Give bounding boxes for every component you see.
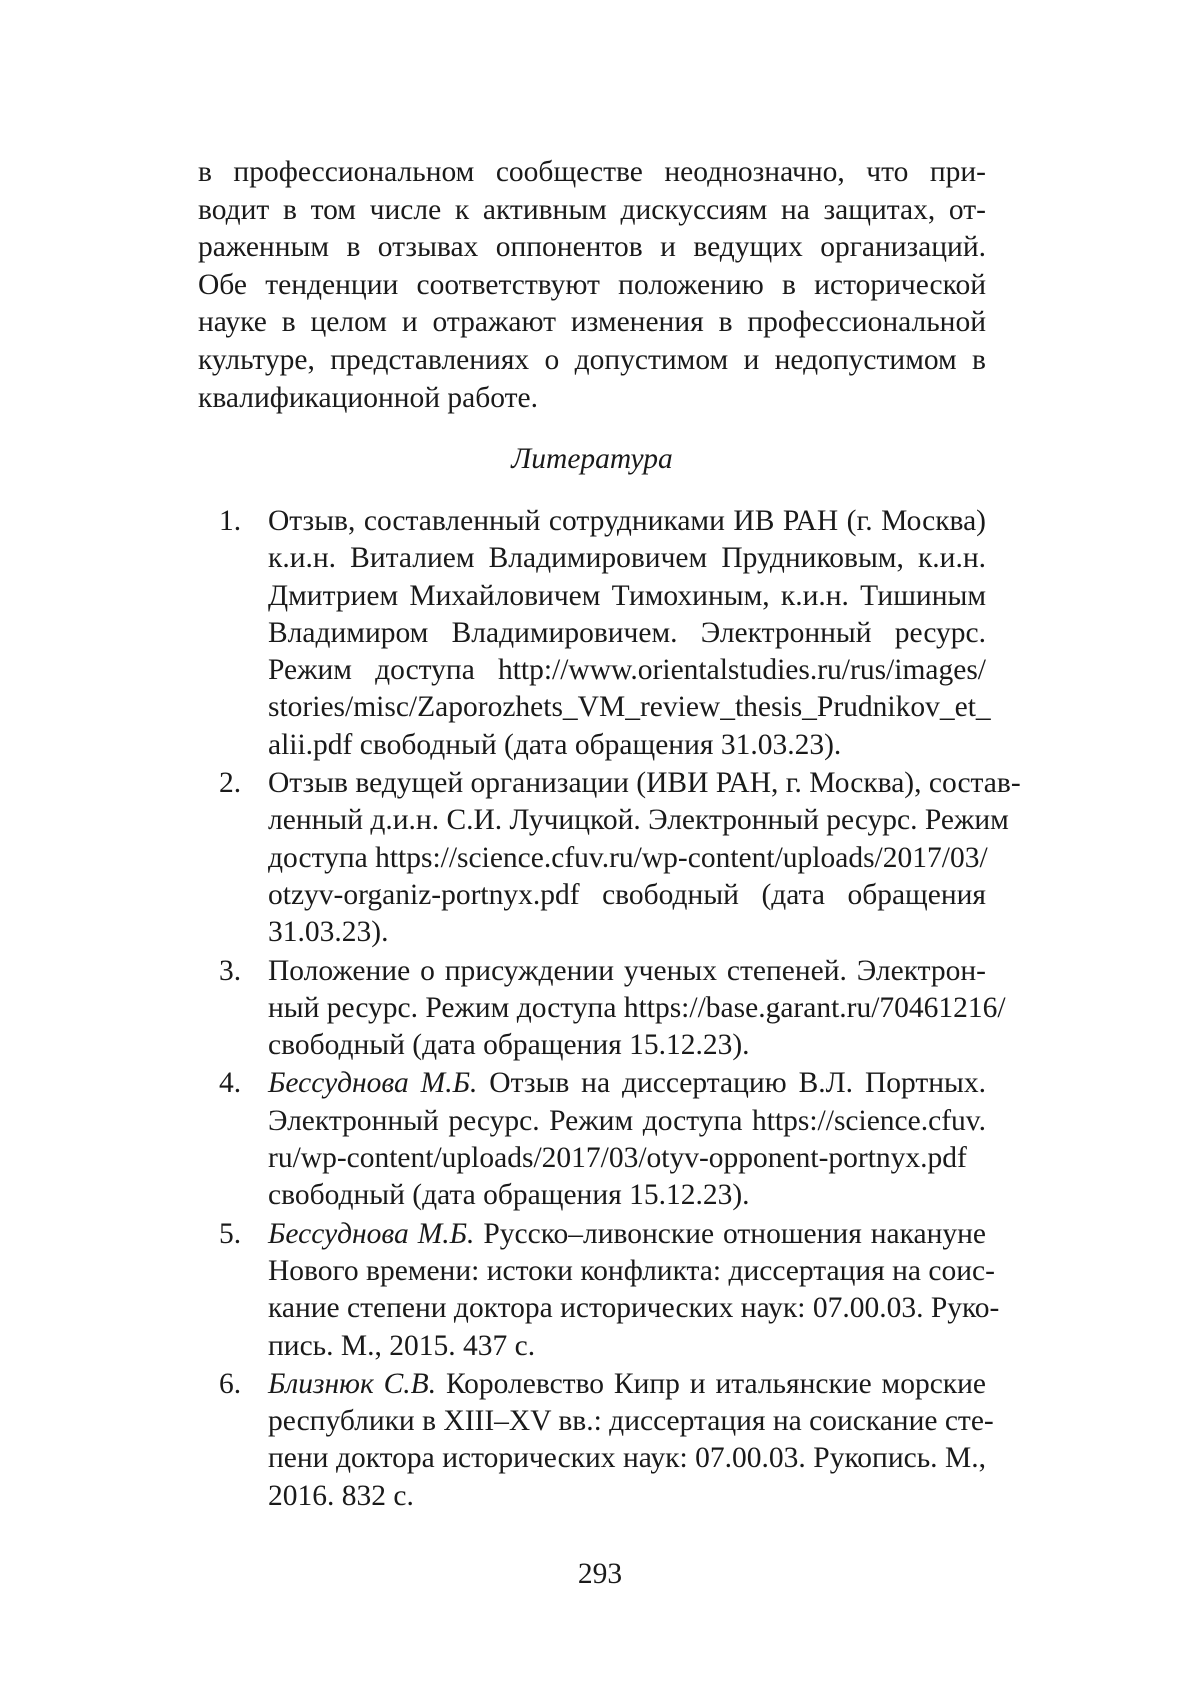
references-list (198, 503, 1021, 1516)
body-line: квалификационной работе. (198, 381, 538, 414)
reference-item (198, 503, 991, 764)
reference-line: Дмитрием Михайловичем Тимохиным, к.и.н. Тишиным (268, 579, 986, 612)
references-heading: Литература (511, 443, 673, 475)
page-number: 293 (577, 1558, 623, 1590)
reference-item (198, 1216, 1000, 1365)
reference-author: Близнюк С.В. (268, 1367, 437, 1400)
reference-line: Отзыв, составленный сотрудниками ИВ РАН (г. Москва) (268, 505, 986, 537)
reference-number: 4. (219, 1067, 242, 1100)
reference-title: Русско–ливонские отношения накануне (483, 1217, 987, 1250)
reference-line: ный ресурс. Режим доступа https://base.garant.ru/70461216/ (268, 991, 1006, 1024)
reference-line: Электронный ресурс. Режим доступа https://science.cfuv. (268, 1104, 986, 1137)
reference-text (268, 765, 1021, 951)
reference-line: Режим доступа http://www.orientalstudies.ru/rus/images/ (268, 654, 986, 687)
reference-line: 2016. 832 с. (268, 1479, 414, 1512)
reference-line: кание степени доктора исторических наук: 07.00.03. Руко- (268, 1292, 1000, 1325)
reference-line: alii.pdf свободный (дата обращения 31.03.23). (268, 728, 842, 761)
reference-line: 31.03.23). (268, 916, 389, 949)
reference-item (198, 765, 1021, 951)
reference-number: 6. (219, 1367, 242, 1400)
reference-line: Положение о присуждении ученых степеней. Электрон- (268, 954, 986, 987)
reference-line: stories/misc/Zaporozhets_VM_review_thesis_Prudnikov_et_ (268, 691, 991, 724)
body-line: водит в том числе к активным дискуссиям на защитах, от- (198, 193, 986, 226)
reference-first-line (268, 1366, 986, 1403)
reference-line: свободный (дата обращения 15.12.23). (268, 1029, 750, 1062)
reference-line: свободный (дата обращения 15.12.23). (268, 1179, 750, 1212)
reference-line: пись. М., 2015. 437 с. (268, 1329, 536, 1362)
reference-number: 1. (219, 505, 242, 537)
reference-text (268, 1366, 994, 1515)
reference-text (268, 953, 1006, 1065)
body-line: в профессиональном сообществе неоднозначно, что при- (198, 156, 986, 188)
reference-item (198, 1366, 994, 1515)
reference-line: Нового времени: истоки конфликта: диссертация на соис- (268, 1254, 995, 1287)
reference-number: 5. (219, 1217, 242, 1250)
reference-line: Отзыв ведущей организации (ИВИ РАН, г. Москва), состав- (268, 767, 1021, 800)
reference-line: пени доктора исторических наук: 07.00.03. Рукопись. М., (268, 1442, 986, 1475)
reference-text (268, 1065, 986, 1214)
reference-line: доступа https://science.cfuv.ru/wp-content/uploads/2017/03/ (268, 841, 988, 874)
body-line: науке в целом и отражают изменения в профессиональной (198, 306, 986, 339)
reference-title: Королевство Кипр и итальянские морские (445, 1367, 987, 1400)
reference-line: otzyv-organiz-portnyx.pdf свободный (дата обращения (268, 878, 986, 911)
reference-title: Отзыв на диссертацию В.Л. Портных. (489, 1067, 986, 1100)
body-line: культуре, представлениях о допустимом и недопустимом в (198, 343, 986, 376)
reference-item (198, 1065, 986, 1214)
reference-author: Бессуднова М.Б. (268, 1217, 475, 1250)
reference-line: ленный д.и.н. С.И. Лучицкой. Электронный ресурс. Режим (268, 804, 1009, 837)
reference-first-line (268, 1065, 986, 1102)
reference-item (198, 953, 1006, 1065)
reference-number: 3. (219, 954, 242, 987)
body-paragraph (198, 154, 986, 417)
reference-text (268, 1216, 1000, 1365)
reference-first-line (268, 1216, 986, 1253)
body-line: раженным в отзывах оппонентов и ведущих организаций. (198, 231, 986, 264)
reference-author: Бессуднова М.Б. (268, 1067, 478, 1100)
reference-line: ru/wp-content/uploads/2017/03/otyv-opponent-portnyx.pdf (268, 1142, 967, 1175)
reference-line: к.и.н. Виталием Владимировичем Прудниковым, к.и.н. (268, 542, 986, 575)
reference-line: Владимиром Владимировичем. Электронный ресурс. (268, 616, 986, 649)
body-line: Обе тенденции соответствуют положению в исторической (198, 268, 986, 301)
reference-line: республики в XIII–XV вв.: диссертация на соискание сте- (268, 1405, 994, 1438)
reference-number: 2. (219, 767, 242, 800)
reference-text (268, 503, 991, 764)
